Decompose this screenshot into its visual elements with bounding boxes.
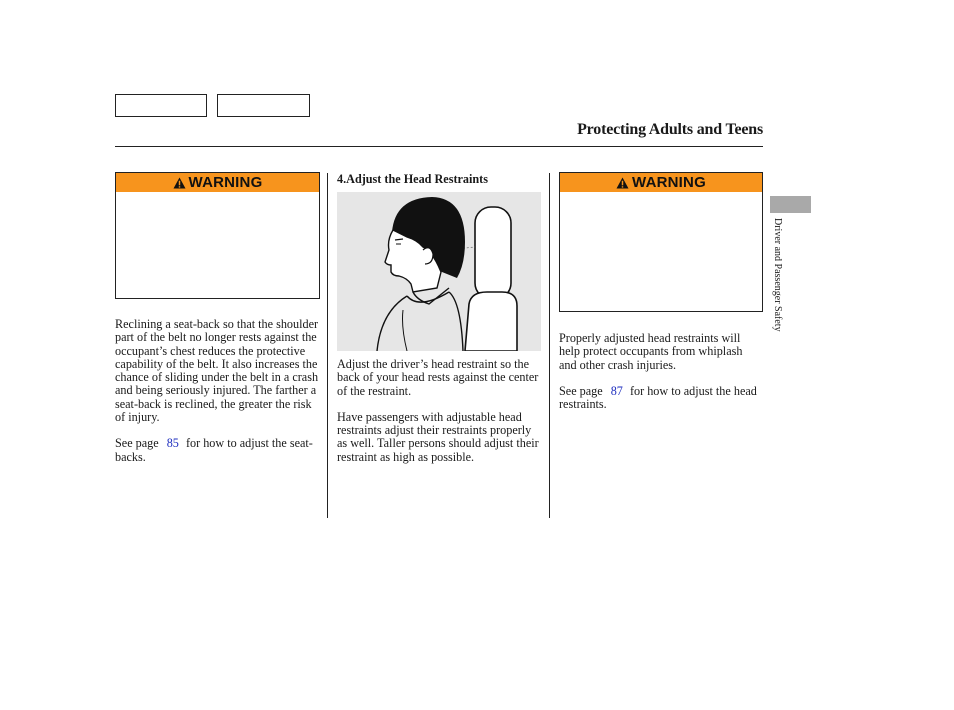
column1-paragraph: Reclining a seat-back so that the shoulder part of the belt no longer rests against the occupant’s chest reduces the protective capability of the belt. It also increases the chance of sliding under the belt in a crash and being seriously injured. The farther a seat-back is reclined, the greater the risk of injury. [115,317,319,425]
nav-button-next[interactable] [217,94,310,117]
page-link-87[interactable]: 87 [610,383,623,398]
column1-text [115,318,320,464]
see-prefix: See page [559,383,603,398]
column3-text [559,332,759,411]
column3-paragraph: Properly adjusted head restraints will help protect occupants from whiplash and other crash injuries. [559,331,743,372]
section-heading: 4.Adjust the Head Restraints [337,172,488,186]
warning-bar-left [116,173,319,192]
page-link-85[interactable]: 85 [166,436,179,451]
see-prefix: See page [115,436,159,451]
warning-bar-right [560,173,762,192]
warning-box-left [115,172,320,299]
section-tab-label: Driver and Passenger Safety [772,218,783,332]
header-rule [115,146,763,147]
nav-button-previous[interactable] [115,94,207,117]
see-suffix: for how to adjust the head restraints. [559,383,757,412]
column-divider-2 [549,173,550,518]
warning-label: WARNING [188,174,263,191]
head-restraint-illustration-graphic [337,192,541,351]
section-tab[interactable] [770,196,811,213]
column2-paragraph2: Have passengers with adjustable head restraints adjust their restraints properly as well. Taller persons should adjust their restraint as high as possible. [337,409,539,464]
see-suffix: for how to adjust the seat-backs. [115,436,313,464]
page-title: Protecting Adults and Teens [577,121,763,138]
column1-see-page [115,437,320,464]
column2-paragraph1: Adjust the driver’s head restraint so the back of your head rests against the center of the restraint. [337,357,539,398]
warning-label: WARNING [632,174,706,191]
warning-triangle-icon [173,177,186,189]
head-restraint-illustration [337,192,541,351]
warning-box-right [559,172,763,312]
column2-text [337,358,543,464]
warning-triangle-icon [616,177,629,189]
column3-see-page [559,385,759,412]
column-divider-1 [327,173,328,518]
